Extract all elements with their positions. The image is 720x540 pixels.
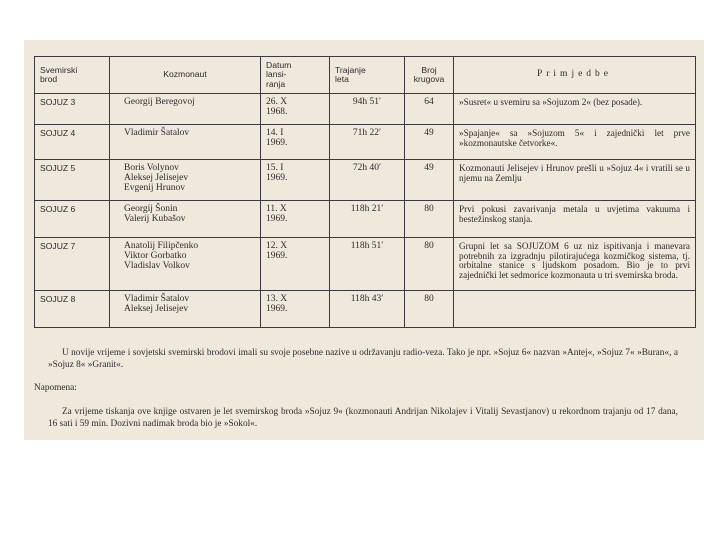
table-row [35, 94, 696, 125]
duration-cell: 118h 43′ [330, 291, 405, 328]
soyuz-9-note-paragraph: Za vrijeme tiskanja ove knjige ostvaren je let svemirskog broda »Sojuz 9« (kozmonauti Andrijan Nikolajev i Vitalij Sevastjanov) u rekordnom trajanju od 17 dana, 16 sati i 59 min. Dozivni nadimak broda bio je »Sokol«. [48, 407, 678, 429]
cosmonauts-cell: Georgij Šonin Valerij Kubašov [110, 201, 261, 238]
header-duration: Trajanje leta [330, 57, 405, 94]
note-label: Napomena: [34, 383, 77, 393]
note-cell: Kozmonauti Jelisejev i Hrunov prešli u »Sojuz 4« i vratili se u njemu na Zemlju [454, 160, 696, 201]
header-cosmonauts: Kozmonaut [110, 57, 261, 94]
note-cell: »Susret« u svemiru sa »Sojuzom 2« (bez posade). [454, 94, 696, 125]
date-cell: 15. I 1969. [261, 160, 330, 201]
cosmonauts-cell: Boris Volynov Aleksej Jelisejev Evgenij Hrunov [110, 160, 261, 201]
radio-callsigns-paragraph: U novije vrijeme i sovjetski svemirski brodovi imali su svoje posebne nazive u održavanju radio-veza. Tako je npr. »Sojuz 6« nazvan »Antej«, »Sojuz 7« »Buran«, a »Sojuz 8« »Granit«. [48, 348, 678, 370]
table-row [35, 238, 696, 291]
duration-cell: 72h 40′ [330, 160, 405, 201]
scanned-page [24, 40, 704, 440]
ship-cell: SOJUZ 8 [35, 291, 110, 328]
header-notes: Primjedbe [454, 57, 696, 94]
orbits-cell: 49 [405, 160, 454, 201]
date-cell: 26. X 1968. [261, 94, 330, 125]
date-cell: 11. X 1969. [261, 201, 330, 238]
table-row [35, 160, 696, 201]
header-orbits: Broj krugova [405, 57, 454, 94]
orbits-cell: 80 [405, 201, 454, 238]
ship-cell: SOJUZ 6 [35, 201, 110, 238]
ship-cell: SOJUZ 7 [35, 238, 110, 291]
cosmonauts-cell: Vladimir Šatalov Aleksej Jelisejev [110, 291, 261, 328]
table-row [35, 201, 696, 238]
soyuz-flights-table [34, 56, 696, 328]
header-launch-date: Datum lansi- ranja [261, 57, 330, 94]
orbits-cell: 49 [405, 125, 454, 160]
ship-cell: SOJUZ 5 [35, 160, 110, 201]
duration-cell: 118h 51′ [330, 238, 405, 291]
duration-cell: 71h 22′ [330, 125, 405, 160]
note-cell: »Spajanje« sa »Sojuzom 5« i zajednički let prve »kozmonautske četvorke«. [454, 125, 696, 160]
ship-cell: SOJUZ 3 [35, 94, 110, 125]
date-cell: 14. I 1969. [261, 125, 330, 160]
cosmonauts-cell: Anatolij Filipčenko Viktor Gorbatko Vladislav Volkov [110, 238, 261, 291]
table-row [35, 291, 696, 328]
date-cell: 12. X 1969. [261, 238, 330, 291]
orbits-cell: 64 [405, 94, 454, 125]
cosmonauts-cell: Vladimir Šatalov [110, 125, 261, 160]
note-cell: Prvi pokusi zavarivanja metala u uvjetima vakuuma i bestežinskog stanja. [454, 201, 696, 238]
table-row [35, 125, 696, 160]
orbits-cell: 80 [405, 238, 454, 291]
note-cell [454, 291, 696, 328]
duration-cell: 118h 21′ [330, 201, 405, 238]
ship-cell: SOJUZ 4 [35, 125, 110, 160]
orbits-cell: 80 [405, 291, 454, 328]
duration-cell: 94h 51′ [330, 94, 405, 125]
header-ship: Svemirski brod [35, 57, 110, 94]
table-header-row [35, 57, 696, 94]
date-cell: 13. X 1969. [261, 291, 330, 328]
note-cell: Grupni let sa SOJUZOM 6 uz niz ispitivanja i manevara potrebnih za izgradnju pilotirajućega kozmičkog sistema, tj. orbitalne stanice s ljudskom posadom. Bio je to prvi zajednički let sedmorice kozmonauta u tri svemirska broda. [454, 238, 696, 291]
cosmonauts-cell: Georgij Beregovoj [110, 94, 261, 125]
